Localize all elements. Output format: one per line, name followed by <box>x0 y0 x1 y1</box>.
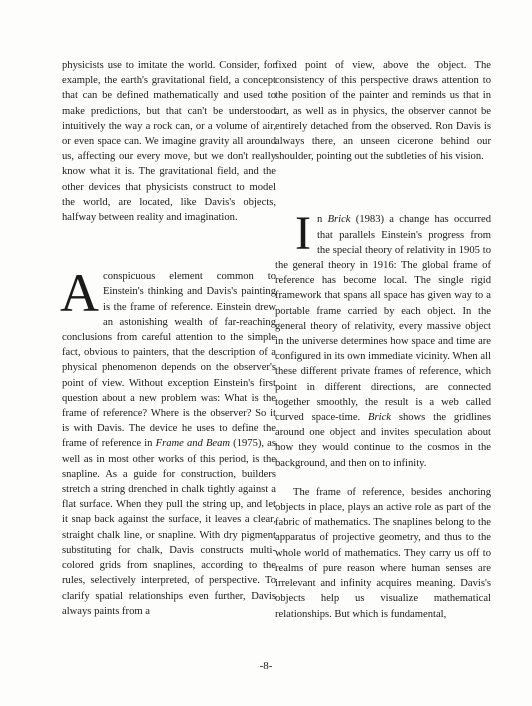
paragraph-text: (1983) a change has occurred that parallels Einstein's progress from the special theory of relativity in 1905 to the general theory in 1916: The global frame of reference has become local. The single rigid framework that spans all space has given way to a portable frame carried by each object. In the general theory of relativity, every massive object in the universe determines how space and time are configured in its own immediate vicinity. When all these different private frames of reference, which point in different directions, are connected together smoothly, the result is a web called curved space-time. <box>275 214 491 424</box>
paragraph-gravitational-field: physicists use to imitate the world. Consider, for example, the earth's gravitational field, a concept that can be defined mathematically and used to make predictions, but that can't be understood intuitively the way a rock can, or a volume of air, or even space can. We imagine gravity all around us, affecting our every move, but we don't really know what it is. The gravitational field, and the other devices that physicists construct to model the world, are located, like Davis's objects, halfway between reality and imagination. <box>62 60 276 224</box>
artwork-title: Frame and Beam <box>155 438 231 450</box>
drop-cap: A <box>60 263 99 324</box>
paragraph-brick <box>275 207 491 470</box>
paragraph-text: (1975), as well as in most other works of this period, is the snapline. As a guide for construction, builders stretch a string drenched in chalk tightly against a flat surface. When they pull the string up, and let it snap back against the surface, it leaves a clear, straight chalk line, or snapline. With dry pigment substituting for chalk, Davis constructs multi-colored grids from snaplines, according to the rules, selectively interpreted, of perspective. To clarify spatial relationships even further, Davis always paints from a <box>62 438 277 617</box>
page-number: -8- <box>259 660 273 672</box>
artwork-title: Brick <box>368 412 391 424</box>
paragraph-text: conspicuous element common to Einstein's thinking and Davis's painting is the frame of reference. Einstein drew an astonishing wealth of far-reaching conclusions from careful attention to the simple fact, obvious to painters, that the description of a physical phenomenon depends on the observer's point of view. Without exception Einstein's first question about a new problem was: What is the frame of reference? Where is the observer? So it is with Davis. The device he uses to define the frame of reference in <box>62 271 276 450</box>
right-column <box>275 58 491 622</box>
drop-cap: I <box>295 207 311 261</box>
paragraph-text: n <box>316 214 328 226</box>
paragraph-text: shows the gridlines around one object and invites speculation about how they would continue to the cosmos in the background, and then on to infinity. <box>275 412 491 469</box>
paragraph-spacer <box>275 471 491 485</box>
paragraph-frame-of-reference <box>60 263 277 619</box>
paragraph-spacer <box>275 164 491 212</box>
artwork-title: Brick <box>327 214 351 226</box>
paragraph-fixed-point: fixed point of view, above the object. The consistency of this perspective draws attention to the position of the painter and reminds us that in art, as well as in physics, the observer cannot be entirely detached from the observed. Ron Davis is always there, an unseen cicerone behind our shoulder, pointing out the subtleties of his vision. <box>275 60 491 163</box>
left-column <box>62 58 276 619</box>
paragraph-snaplines: The frame of reference, besides anchoring objects in place, plays an active role as part of the fabric of mathematics. The snaplines belong to the apparatus of projective geometry, and thus to the whole world of mathematics. They carry us off to realms of pure reason where human senses are irrelevant and infinity acquires meaning. Davis's objects help us visualize mathematical relationships. But which is fundamental, <box>275 486 491 620</box>
